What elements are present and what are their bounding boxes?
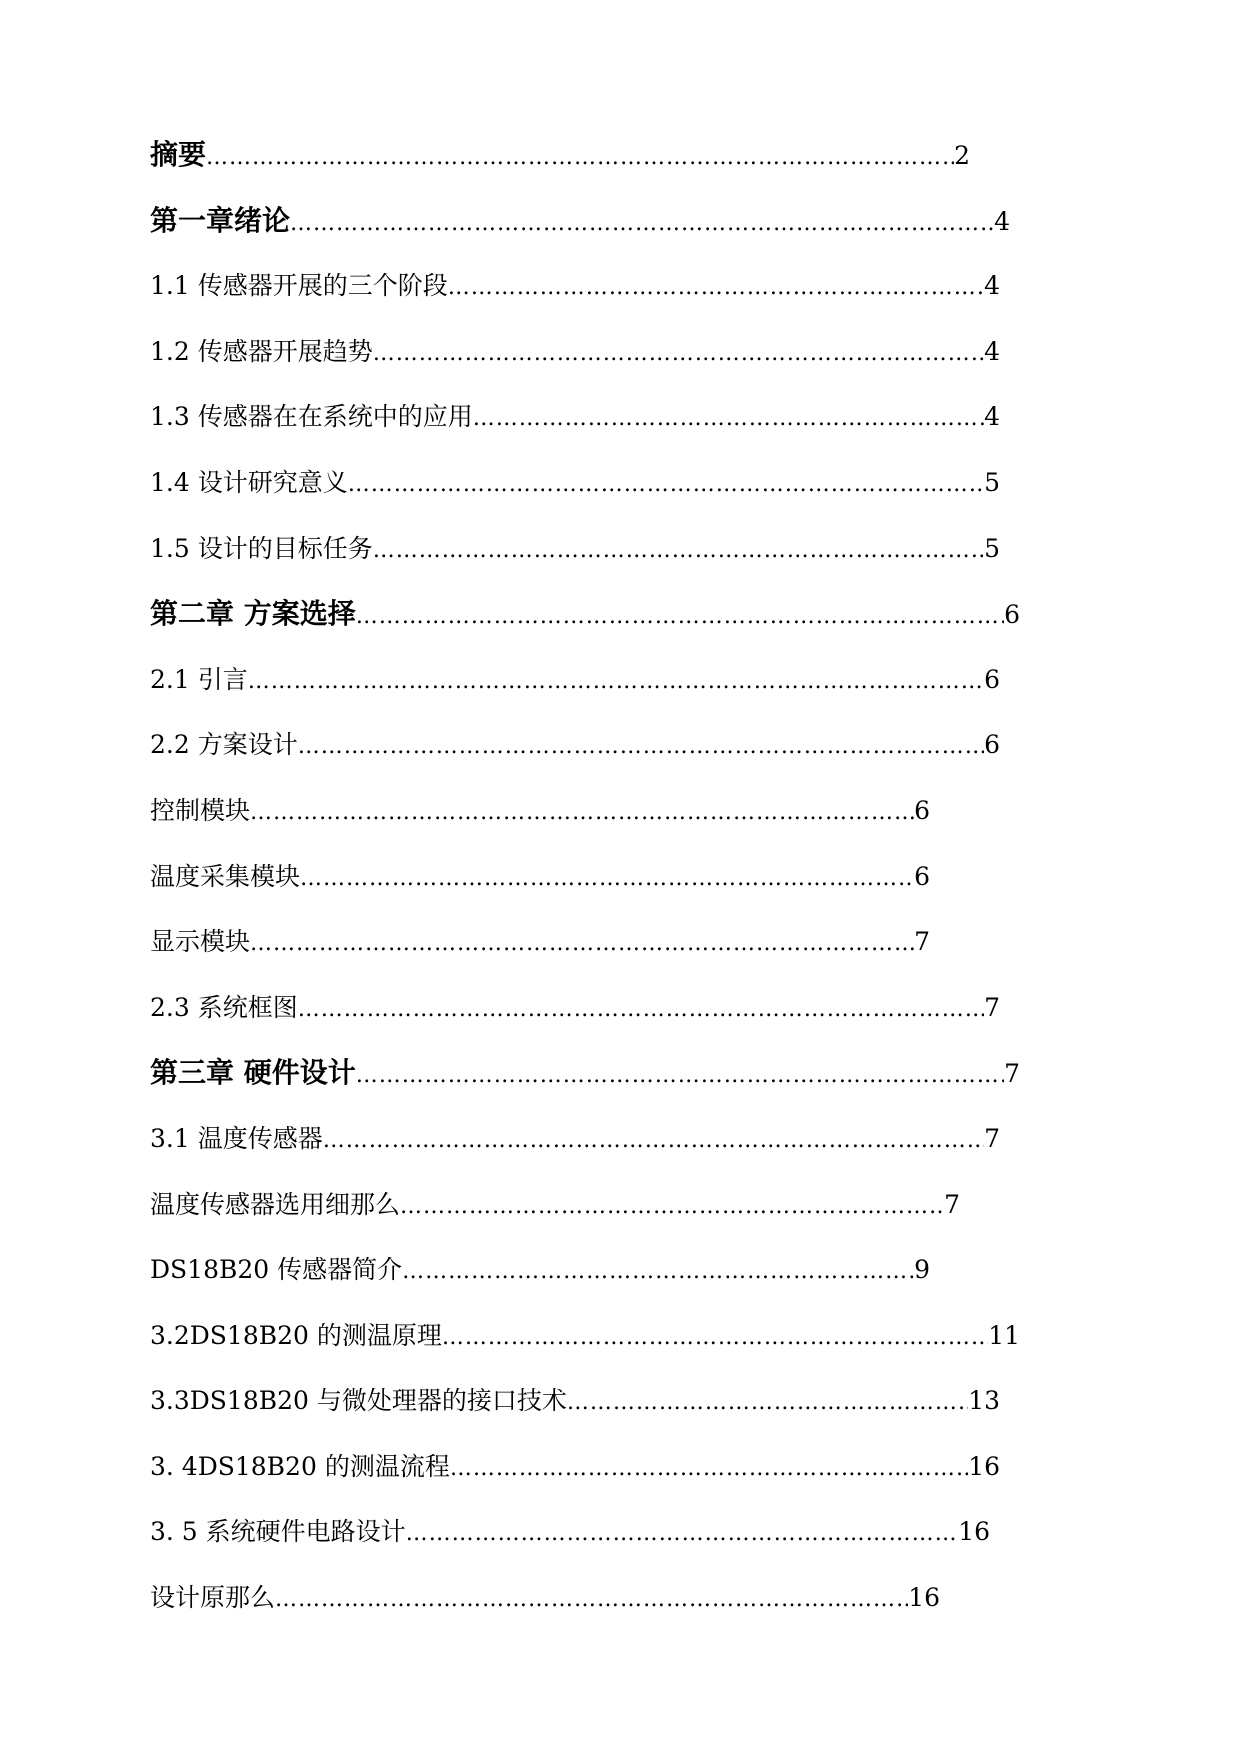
toc-entry-title: 显示模块 (150, 927, 251, 957)
toc-dot-leader (406, 1501, 959, 1567)
toc-entry-title: 2.3 系统框图 (150, 992, 298, 1022)
toc-page-number: 7 (944, 1189, 960, 1219)
toc-section-entry[interactable] (150, 319, 1000, 385)
toc-page-number: 6 (984, 730, 1000, 760)
toc-entry-title: 3. 5 系统硬件电路设计 (150, 1517, 406, 1547)
toc-section-entry[interactable] (150, 253, 1000, 319)
toc-entry-title: 第一章绪论 (150, 203, 291, 237)
toc-entry-title: 温度采集模块 (150, 861, 301, 891)
toc-dot-leader (250, 911, 914, 977)
table-of-contents (150, 122, 1030, 1631)
toc-chapter-entry[interactable] (150, 188, 1010, 254)
toc-entry-title: 2.2 方案设计 (150, 730, 298, 760)
toc-entry-title: 3.1 温度传感器 (150, 1123, 323, 1153)
toc-section-entry[interactable] (150, 1499, 990, 1565)
toc-page-number: 6 (914, 795, 930, 825)
toc-section-entry[interactable] (150, 516, 1000, 582)
toc-entry-title: 温度传感器选用细那么 (150, 1189, 401, 1219)
toc-page-number: 6 (914, 861, 930, 891)
toc-entry-title: 3.3DS18B20 与微处理器的接口技术 (150, 1386, 567, 1416)
toc-section-entry[interactable] (150, 1106, 1000, 1172)
toc-dot-leader (402, 1239, 914, 1305)
toc-page-number: 4 (984, 402, 1000, 432)
toc-page-number: 6 (984, 664, 1000, 694)
toc-page-number: 9 (914, 1255, 930, 1285)
toc-section-entry[interactable] (150, 1237, 930, 1303)
toc-section-entry[interactable] (150, 1434, 1000, 1500)
toc-chapter-entry[interactable] (150, 1040, 1020, 1106)
toc-dot-leader (567, 1370, 968, 1436)
toc-section-entry[interactable] (150, 647, 1000, 713)
toc-entry-title: 1.1 传感器开展的三个阶段 (150, 271, 448, 301)
toc-chapter-entry[interactable] (150, 122, 970, 188)
toc-entry-title: DS18B20 传感器简介 (150, 1255, 403, 1285)
toc-section-entry[interactable] (150, 909, 930, 975)
toc-entry-title: 摘要 (150, 138, 207, 171)
toc-section-entry[interactable] (150, 778, 930, 844)
toc-page-number: 7 (984, 1123, 1000, 1153)
toc-entry-title: 设计原那么 (150, 1583, 276, 1613)
toc-dot-leader (442, 1305, 988, 1371)
toc-page-number: 13 (968, 1386, 1000, 1416)
toc-dot-leader (300, 846, 914, 912)
toc-page-number: 6 (1004, 600, 1020, 630)
toc-dot-leader (448, 255, 984, 321)
toc-entry-title: 第二章 方案选择 (150, 597, 356, 631)
toc-dot-leader (348, 452, 984, 518)
toc-page-number: 16 (908, 1583, 940, 1613)
toc-section-entry[interactable] (150, 1368, 1000, 1434)
toc-section-entry[interactable] (150, 384, 1000, 450)
toc-page-number: 16 (968, 1451, 1000, 1481)
toc-dot-leader (248, 649, 984, 715)
toc-page-number: 16 (958, 1517, 990, 1547)
toc-section-entry[interactable] (150, 1172, 960, 1238)
toc-entry-title: 3. 4DS18B20 的测温流程 (150, 1451, 450, 1481)
toc-dot-leader (450, 1436, 968, 1502)
toc-page-number: 2 (954, 141, 970, 170)
toc-dot-leader (275, 1567, 908, 1633)
toc-dot-leader (473, 386, 984, 452)
toc-chapter-entry[interactable] (150, 581, 1020, 647)
toc-entry-title: 1.2 传感器开展趋势 (150, 336, 373, 366)
toc-dot-leader (298, 977, 984, 1043)
toc-dot-leader (323, 1108, 984, 1174)
toc-entry-title: 1.4 设计研究意义 (150, 467, 348, 497)
toc-page-number: 4 (994, 206, 1010, 236)
toc-page-number: 7 (1004, 1059, 1020, 1089)
toc-dot-leader (373, 321, 984, 387)
toc-page-number: 7 (984, 992, 1000, 1022)
toc-page-number: 7 (914, 927, 930, 957)
toc-dot-leader (298, 714, 984, 780)
toc-dot-leader (356, 584, 1004, 650)
toc-dot-leader (250, 780, 914, 846)
toc-dot-leader (400, 1174, 944, 1240)
toc-page-number: 5 (984, 467, 1000, 497)
toc-entry-title: 1.3 传感器在在系统中的应用 (150, 402, 473, 432)
toc-section-entry[interactable] (150, 975, 1000, 1041)
toc-entry-title: 2.1 引言 (150, 664, 248, 694)
toc-dot-leader (373, 518, 984, 584)
toc-entry-title: 3.2DS18B20 的测温原理 (150, 1320, 442, 1350)
toc-dot-leader (290, 191, 994, 257)
toc-page-number: 4 (984, 336, 1000, 366)
toc-entry-title: 第三章 硬件设计 (150, 1056, 356, 1090)
toc-entry-title: 控制模块 (150, 795, 251, 825)
toc-dot-leader (356, 1043, 1004, 1109)
toc-page-number: 4 (984, 271, 1000, 301)
toc-dot-leader (206, 125, 954, 191)
toc-page-number: 5 (984, 533, 1000, 563)
toc-page-number: 11 (988, 1320, 1020, 1350)
toc-section-entry[interactable] (150, 450, 1000, 516)
toc-section-entry[interactable] (150, 844, 930, 910)
toc-section-entry[interactable] (150, 712, 1000, 778)
toc-section-entry[interactable] (150, 1303, 1020, 1369)
toc-section-entry[interactable] (150, 1565, 940, 1631)
toc-entry-title: 1.5 设计的目标任务 (150, 533, 373, 563)
